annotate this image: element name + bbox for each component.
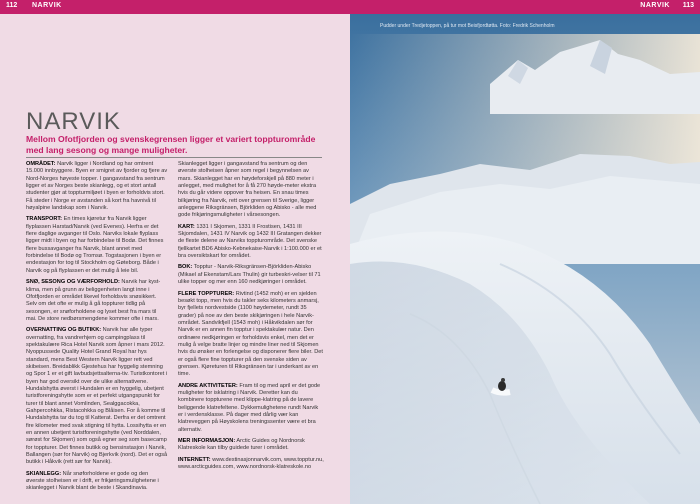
right-page	[350, 0, 700, 504]
paragraph-skianlegg: SKIANLEGG: Når snøforholdene er gode og den øverste stolheisen er i drift, er frikjøringsmulighetene i skianlegget i Narvik blant de beste i Skandinavia.	[26, 470, 159, 492]
paragraph-skianlegg-cont: Skianlegget ligger i gangavstand fra sentrum og den øverste stolheisen åpner som regel i begynnelsen av mars. Skianlegget har en høydeforskjell på 880 meter i anlegget, med mulighet for å få 270 høyde-meter ekstra hvis du går videre oppover fra heisen. En snau times bilkjøring fra Narvik, rett over grensen til Sverige, ligger anleggene Riksgränsen, Björkliden og Abisko - alle med gode frikjøringsmuligheter i vårsesongen.	[178, 161, 317, 219]
paragraph-omradet: OMRÅDET: Narvik ligger i Nordland og har omtrent 15.000 innbyggere. Byen er smigret av fjorder og fjere av Nord-Norges høyeste topper. I gangavstand fra sentrum ligger et av Norges beste skianlegg, og et stort antall studenter gjør at toppturmiljøet i byen er forholdvis stort. Få steder i Norge er avstanden så kort fra havnivå til høyalpine landskap som i Narvik.	[26, 161, 168, 212]
text-column-2	[178, 161, 324, 475]
paragraph-overnatting: OVERNATTING OG BUTIKK: Narvik har alle typer overnatting, fra vandrerhjem og campingplass til spektakulære Rica Hotel Narvik som åpner i mars 2012. Nyoppussede Quality Hotel Grand Royal har hys standard, mens Best Western Narvik ligger rett ved skibeisen. Breidablikk Gjestehus har hyggelig stemning og Spor 1 er et gift lavbudsjettsalterna-tiv. Turistkontoret i byen har god oversikt over de ulike alternativene. Hundalshytta øverst i Hundalen er en hyggelig, ubetjent turistforeningshytte som er et perfekt utgangspunkt for turer til blant annet Vomlinden, Sealggacokka, Gahpercohkka, Ristacohkka og Blåisen. For å komme til Hundalshytta tar du tog til Katterat. Derfra er det omtrent fire kilometer med svak stigning til hytta. Lossihytta er en en annen ubetjent turistforeningshytte (ved Norddalen, sørøst for Skjomen) som også egner seg som basecamp for toppturer. Det finnes butikk og bensinstasjon i Narvik, Ballangen (sør for Narvik) og Bjerkvik (nord). Det er også butikk i Håkvik (rett sør for Narvik).	[26, 327, 168, 466]
paragraph-sno-sesong: SNØ, SESONG OG VÆRFORHOLD: Narvik har kyst-klima, men på grunn av beliggenheten langt inne i Ofotfjorden er området likevel forholdsvis snøsikkert. Selv om det ofte er mulig å gå toppturer tidlig på sesongen, er snøforholdene og lyset best fra mars til mai. De store nedbørsmengdene kommer ofte i mars.	[26, 279, 161, 322]
section-label-right: NARVIK	[640, 2, 670, 9]
mountain-skier-photo	[350, 14, 700, 504]
page-number-right: 113	[682, 2, 694, 9]
page-number-left: 112	[6, 2, 18, 9]
paragraph-andre-aktiviteter: ANDRE AKTIVITETER: Fram til og med april er det gode muligheter for isklatring i Narvik. Deretter kan du kombinere toppturene med klippe-klatring på de lavere beliggende klatrefeltene. Dykkemulighetene rundt Narvik er i verdensklasse. På dager med dårlig vær kan klatreveggen på Høyskolens treningssenter være et bra alternativ.	[178, 382, 321, 433]
paragraph-transport: TRANSPORT: En times kjøretur fra Narvik ligger flyplassen Harstad/Narvik (ved Evenes). Herfra er det flere daglige avganger til Oslo. Narviks lokale flyplass ligger midt i byen og har forbindelse til Bodø. Det finnes flere bussavganger fra Narvik, blant annet med forbindelse til Bodø og Tromsø. Togstasjonen i byen er endestasjon for tog til Stockholm og Gøteborg. Både i Narvik og på flyplassen er det mulig å leie bil.	[26, 216, 164, 274]
paragraph-mer-informasjon: MER INFORMASJON: Arctic Guides og Nordnorsk Klatreskole kan tilby guidede turer i området.	[178, 438, 305, 452]
page-header-left	[0, 0, 350, 14]
paragraph-flere-topputurer: FLERE TOPPTURER: Rivtind (1452 moh) er en sjelden besøkt topp, men hvis du takler seks kilometers anmarsj, byr fjellets nordvestside (1100 høydemeter, rundt 35 grader) på noe av den beste skikjøringen i hele Narvik-området. Sandvikfjell (1543 moh) i Håkvikdalen sør for Narvik er en annen fin topptur i spektakulær natur. Den ordinære nedkjøringen er forholdsvis enkel, men det er mulig å velge bratte linjer og mindre liner ned til Skjomen hvis du ønsker en forlengelse og disponerer flere biler. Det er også flere fine toppturer på den svenske siden av grensen. Kjøreturen til Riksgränsen tar i underkant av en time.	[178, 290, 323, 378]
paragraph-internett: INTERNETT: www.destinasjonnarvik.com, www.topptur.nu, www.arcticguides.com, www.nordnorsk-klatreskole.no	[178, 456, 324, 471]
paragraph-bok: BOK: Topptur - Narvik-Riksgränsen-Björkliden-Abisko (Mikael af Ekenstam/Lars Thulin) gir turbeskri-velser til 71 ulike topper og mer enn 160 nedkjøringer i området.	[178, 264, 321, 286]
text-column-1	[26, 161, 168, 497]
article-ingress: Mellom Ofotfjorden og svenskegrensen ligger et variert toppturområde med lang sesong og mange muligheter.	[26, 134, 316, 155]
page-header-right	[350, 0, 700, 14]
photo-caption: Pudder under Tredjetoppen, på tur mot Beisfjordtøtta. Foto: Fredrik Schenholm	[380, 23, 555, 29]
divider	[26, 157, 322, 158]
article-title: NARVIK	[26, 108, 121, 135]
paragraph-kart: KART: 1331 I Skjomen, 1331 II Frostisen, 1431 III Skjomdalen, 1431 IV Narvik og 1432 III Gratangen dekker de fleste delene av Narviks toppturområde. Det svenske fjellkartet BD6 Abisko-Kebnekaise-Narvik i 1:100.000 er et bra oversiktskart for området.	[178, 223, 322, 260]
section-label-left: NARVIK	[32, 2, 62, 9]
